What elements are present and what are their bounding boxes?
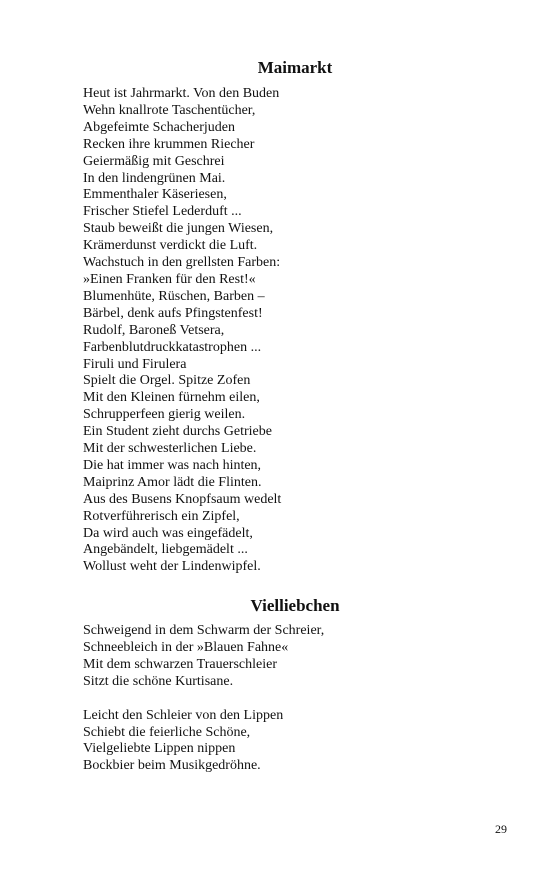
poem-line: Aus des Busens Knopfsaum wedelt [83,491,282,507]
poem-line: Frischer Stiefel Lederduft ... [83,204,242,220]
poem-line: Schneebleich in der »Blauen Fahne« [83,639,289,655]
poem-line: Wachstuch in den grellsten Farben: [83,255,281,271]
poem-line: Wollust weht der Lindenwipfel. [83,559,261,575]
poem-line: Firuli und Firulera [83,356,187,372]
poem-line: Schiebt die feierliche Schöne, [83,724,251,740]
poem-line: Blumenhüte, Rüschen, Barben – [83,288,265,304]
poem-line: Wehn knallrote Taschentücher, [83,102,256,118]
poem-body [83,623,507,775]
poem-line: Mit dem schwarzen Trauerschleier [83,656,277,672]
poem-line: Mit den Kleinen fürnehm eilen, [83,390,260,406]
poem-body [83,86,507,576]
stanza [83,623,507,691]
page-number: 29 [495,822,507,836]
poem-line: In den lindengrünen Mai. [83,170,226,186]
poem-line: Krämerdunst verdickt die Luft. [83,238,258,254]
poem-line: Schweigend in dem Schwarm der Schreier, [83,623,325,638]
poem-line: Vielgeliebte Lippen nippen [83,741,236,757]
poem-line: Bärbel, denk aufs Pfingstenfest! [83,305,263,321]
poem-title: Vielliebchen [250,596,340,615]
poem-line: Angebändelt, liebgemädelt ... [83,542,248,558]
poem-line: Bockbier beim Musikgedröhne. [83,758,261,774]
poem-line: Abgefeimte Schacherjuden [83,119,235,135]
poem-line: Sitzt die schöne Kurtisane. [83,673,234,689]
poem-line: Spielt die Orgel. Spitze Zofen [83,373,251,389]
poem-line: Geiermäßig mit Geschrei [83,153,225,169]
poem-line: Ein Student zieht durchs Getriebe [83,424,272,440]
poem-line: »Einen Franken für den Rest!« [83,271,256,287]
poem-line: Recken ihre krummen Riecher [83,136,255,152]
poem-line: Farbenblutdruckkatastrophen ... [83,339,262,355]
poem-line: Leicht den Schleier von den Lippen [83,707,284,723]
poem-line: Schrupperfeen gierig weilen. [83,407,246,423]
poem-line: Staub beweißt die jungen Wiesen, [83,221,274,237]
poem-line: Rudolf, Baroneß Vetsera, [83,322,225,338]
poem-line: Mit der schwesterlichen Liebe. [83,441,257,457]
poem-line: Emmenthaler Käseriesen, [83,187,227,203]
poem-line: Maiprinz Amor lädt die Flinten. [83,474,262,490]
poem-line: Rotverführerisch ein Zipfel, [83,508,240,524]
poem-maimarkt [83,58,507,576]
poem-line: Heut ist Jahrmarkt. Von den Buden [83,86,280,101]
poem-title: Maimarkt [257,58,333,77]
poem-line: Die hat immer was nach hinten, [83,457,262,473]
stanza [83,708,507,776]
poem-vielliebchen [83,596,507,775]
stanza [83,86,507,576]
poem-line: Da wird auch was eingefädelt, [83,525,253,541]
